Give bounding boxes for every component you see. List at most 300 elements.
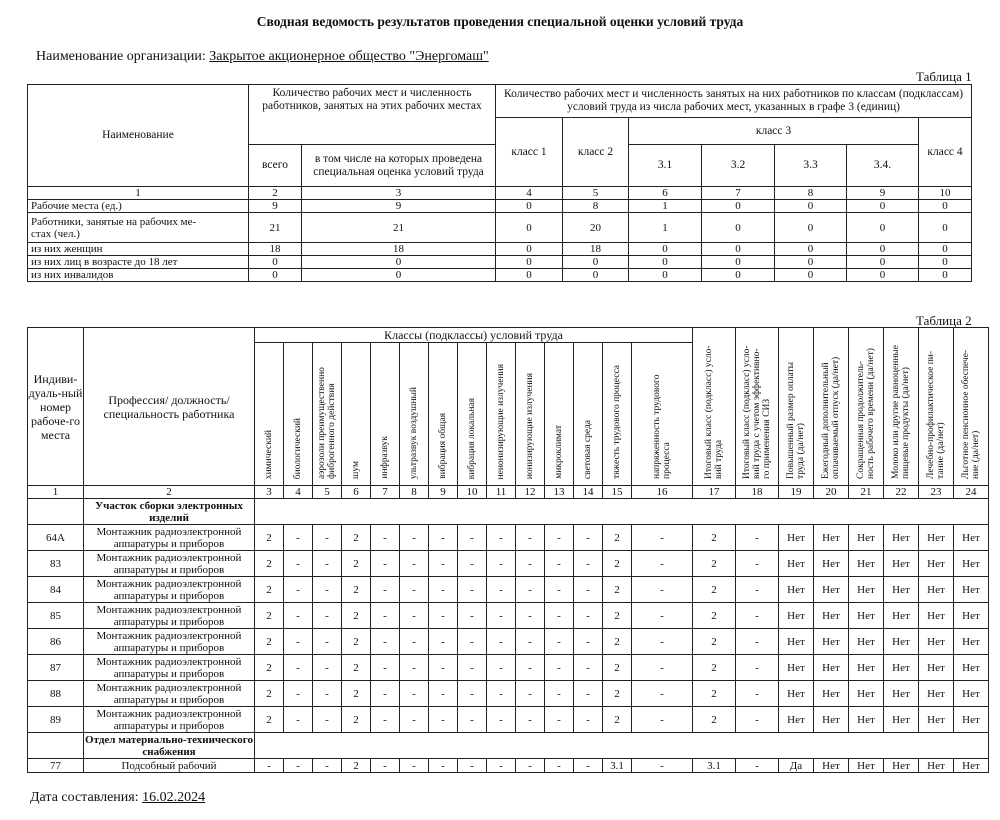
t1-header-3-2: 3.2 bbox=[702, 145, 775, 187]
t2-colnum: 1 bbox=[28, 486, 84, 499]
t2-cell: - bbox=[545, 525, 574, 551]
t2-cell: 2 bbox=[693, 707, 736, 733]
t2-cell: - bbox=[736, 707, 779, 733]
t2-cell: Нет bbox=[884, 577, 919, 603]
t2-cell: 2 bbox=[255, 629, 284, 655]
t2-header-factor bbox=[574, 343, 603, 486]
t2-cell: - bbox=[429, 551, 458, 577]
t2-row bbox=[28, 577, 989, 603]
t2-row bbox=[28, 707, 989, 733]
t1-cell: 20 bbox=[563, 213, 629, 243]
t2-cell: Нет bbox=[849, 759, 884, 773]
t2-cell: - bbox=[400, 707, 429, 733]
t2-header-factor-text: ионизирующие излучения bbox=[525, 372, 535, 479]
t2-row bbox=[28, 629, 989, 655]
t2-workplace-id: 83 bbox=[28, 551, 84, 577]
t2-cell: - bbox=[400, 681, 429, 707]
t2-cell: - bbox=[371, 525, 400, 551]
t2-cell: 3.1 bbox=[603, 759, 632, 773]
t2-cell: - bbox=[487, 655, 516, 681]
t2-cell: - bbox=[545, 707, 574, 733]
t2-profession bbox=[84, 655, 255, 681]
t2-cell: - bbox=[313, 655, 342, 681]
t2-cell: - bbox=[545, 759, 574, 773]
t1-cell: 0 bbox=[496, 243, 563, 256]
t2-colnum: 4 bbox=[284, 486, 313, 499]
t2-cell: - bbox=[736, 655, 779, 681]
t2-cell: 2 bbox=[342, 525, 371, 551]
t2-row bbox=[28, 681, 989, 707]
t2-cell: 2 bbox=[693, 655, 736, 681]
t2-section-title: Участок сборки электронных изделий bbox=[84, 499, 255, 525]
summary-table-1 bbox=[27, 84, 972, 282]
t2-header-factor bbox=[342, 343, 371, 486]
t1-cell: 0 bbox=[775, 200, 847, 213]
t2-cell: Нет bbox=[779, 707, 814, 733]
t2-cell: Нет bbox=[919, 759, 954, 773]
t2-cell: - bbox=[371, 759, 400, 773]
t2-cell: - bbox=[574, 577, 603, 603]
t2-cell: - bbox=[545, 577, 574, 603]
t2-colnum: 23 bbox=[919, 486, 954, 499]
t2-cell: Нет bbox=[954, 655, 989, 681]
t2-cell: 2 bbox=[603, 681, 632, 707]
t2-header-extra-text: Молоко или другие равноценные пищевые продукты (да/нет) bbox=[891, 344, 911, 479]
t2-profession-line2: аппаратуры и приборов bbox=[113, 693, 225, 706]
t2-cell: - bbox=[458, 707, 487, 733]
t2-cell: 2 bbox=[693, 629, 736, 655]
t2-header-extra bbox=[693, 328, 736, 486]
t2-colnum: 20 bbox=[814, 486, 849, 499]
t1-cell: 0 bbox=[847, 243, 919, 256]
t1-cell: 0 bbox=[919, 243, 972, 256]
organization-label: Наименование организации: bbox=[36, 49, 206, 64]
t2-cell: 2 bbox=[342, 551, 371, 577]
t2-cell: - bbox=[545, 655, 574, 681]
t2-cell: - bbox=[313, 707, 342, 733]
t2-profession bbox=[84, 603, 255, 629]
t1-header-name: Наименование bbox=[28, 85, 249, 187]
t2-cell: Нет bbox=[814, 525, 849, 551]
t2-cell: - bbox=[429, 681, 458, 707]
t2-cell: - bbox=[400, 759, 429, 773]
t2-cell: - bbox=[736, 551, 779, 577]
t1-cell: 0 bbox=[919, 269, 972, 282]
t2-cell: 2 bbox=[342, 603, 371, 629]
t2-cell: - bbox=[313, 603, 342, 629]
t1-cell: 0 bbox=[496, 213, 563, 243]
t2-colnum: 8 bbox=[400, 486, 429, 499]
t2-profession-line2: аппаратуры и приборов bbox=[113, 589, 225, 602]
t2-header-extra bbox=[849, 328, 884, 486]
t2-header-factor bbox=[400, 343, 429, 486]
t2-cell: - bbox=[371, 681, 400, 707]
t1-colnum: 5 bbox=[563, 187, 629, 200]
t1-cell: 0 bbox=[249, 256, 302, 269]
t2-cell: - bbox=[632, 603, 693, 629]
t2-header-factor bbox=[516, 343, 545, 486]
t2-cell: 2 bbox=[603, 525, 632, 551]
t1-row-label: из них женщин bbox=[28, 243, 249, 256]
t2-cell: Нет bbox=[919, 629, 954, 655]
t2-row bbox=[28, 525, 989, 551]
t2-cell: 2 bbox=[255, 681, 284, 707]
t2-profession-line1: Монтажник радиоэлектронной bbox=[96, 655, 242, 668]
t2-cell bbox=[28, 499, 84, 525]
t2-profession bbox=[84, 681, 255, 707]
t1-cell: 1 bbox=[629, 200, 702, 213]
t2-cell: - bbox=[516, 707, 545, 733]
t2-cell: 3.1 bbox=[693, 759, 736, 773]
t2-profession-line1: Монтажник радиоэлектронной bbox=[96, 525, 242, 538]
t1-header-total: всего bbox=[249, 145, 302, 187]
t2-cell: - bbox=[736, 577, 779, 603]
t2-cell: - bbox=[458, 759, 487, 773]
t1-row-disabled bbox=[28, 269, 972, 282]
t2-header-factor bbox=[545, 343, 574, 486]
t2-header-factor bbox=[603, 343, 632, 486]
t2-cell: - bbox=[284, 603, 313, 629]
t2-cell: Нет bbox=[779, 525, 814, 551]
t2-row bbox=[28, 759, 989, 773]
t1-cell: 1 bbox=[629, 213, 702, 243]
t2-cell: Нет bbox=[954, 681, 989, 707]
t2-cell: Нет bbox=[814, 603, 849, 629]
t2-header-factor-text: световая среда bbox=[583, 419, 593, 479]
t2-colnum: 19 bbox=[779, 486, 814, 499]
t2-cell: - bbox=[429, 629, 458, 655]
t2-workplace-id: 86 bbox=[28, 629, 84, 655]
t2-cell: - bbox=[516, 603, 545, 629]
t2-cell: 2 bbox=[342, 655, 371, 681]
t2-cell: - bbox=[400, 551, 429, 577]
t2-cell: Нет bbox=[849, 551, 884, 577]
t2-profession-line1: Монтажник радиоэлектронной bbox=[96, 707, 242, 720]
t2-cell: - bbox=[400, 629, 429, 655]
t1-cell: 8 bbox=[563, 200, 629, 213]
t1-cell: 0 bbox=[775, 269, 847, 282]
t2-cell: Нет bbox=[884, 603, 919, 629]
t2-cell: - bbox=[284, 577, 313, 603]
t2-colnum: 11 bbox=[487, 486, 516, 499]
t2-cell: Нет bbox=[814, 655, 849, 681]
t1-header-count: Количество рабочих мест и численность работников, занятых на этих рабочих местах bbox=[249, 85, 496, 145]
t2-colnum: 16 bbox=[632, 486, 693, 499]
t2-cell: 2 bbox=[603, 629, 632, 655]
t2-profession: Подсобный рабочий bbox=[84, 759, 255, 773]
t1-cell: 0 bbox=[702, 200, 775, 213]
t2-header-extra-text: Итоговый класс (подкласс) усло-вий труда с учетом эффективно-го применения СИЗ bbox=[742, 345, 772, 479]
t2-cell: - bbox=[574, 603, 603, 629]
t2-cell: - bbox=[429, 525, 458, 551]
t2-cell: - bbox=[284, 759, 313, 773]
t2-header-factor bbox=[487, 343, 516, 486]
t1-column-numbers bbox=[28, 187, 972, 200]
t1-row-label: Рабочие места (ед.) bbox=[28, 200, 249, 213]
t2-cell: - bbox=[487, 525, 516, 551]
t2-colnum: 3 bbox=[255, 486, 284, 499]
t2-cell: 2 bbox=[255, 603, 284, 629]
t2-cell: - bbox=[371, 577, 400, 603]
t2-cell: - bbox=[255, 759, 284, 773]
t2-cell: Нет bbox=[849, 655, 884, 681]
t1-cell: 0 bbox=[563, 269, 629, 282]
t2-cell: - bbox=[400, 655, 429, 681]
t2-cell: - bbox=[574, 551, 603, 577]
t2-cell: 2 bbox=[603, 707, 632, 733]
t2-cell: Нет bbox=[779, 681, 814, 707]
date-label: Дата составления: bbox=[30, 790, 139, 805]
t2-cell: - bbox=[284, 655, 313, 681]
t2-header-factor-text: шум bbox=[351, 461, 361, 479]
t2-header-factor bbox=[255, 343, 284, 486]
t2-section-row bbox=[28, 733, 989, 759]
t2-cell: - bbox=[429, 759, 458, 773]
t1-row-under18 bbox=[28, 256, 972, 269]
t2-header-extra bbox=[779, 328, 814, 486]
t2-header-factor bbox=[371, 343, 400, 486]
t2-cell: Нет bbox=[779, 551, 814, 577]
t2-workplace-id: 89 bbox=[28, 707, 84, 733]
t2-workplace-id: 87 bbox=[28, 655, 84, 681]
t2-cell: - bbox=[458, 603, 487, 629]
t2-cell: Нет bbox=[919, 707, 954, 733]
t2-colnum: 22 bbox=[884, 486, 919, 499]
t2-header-factor-text: химический bbox=[264, 429, 274, 479]
t2-profession-line2: аппаратуры и приборов bbox=[113, 667, 225, 680]
t2-cell: Нет bbox=[814, 551, 849, 577]
t2-colnum: 9 bbox=[429, 486, 458, 499]
t2-cell: 2 bbox=[603, 603, 632, 629]
t2-cell: Нет bbox=[919, 551, 954, 577]
t2-cell: Нет bbox=[884, 759, 919, 773]
t2-header-extra-text: Лечебно-профилактическое пи-тание (да/нет) bbox=[926, 350, 946, 479]
t2-cell: Нет bbox=[849, 603, 884, 629]
t1-row-label-line1: Работники, занятые на рабочих ме- bbox=[31, 215, 197, 228]
t2-cell: - bbox=[429, 655, 458, 681]
t2-cell: 2 bbox=[342, 681, 371, 707]
t1-header-classes: Количество рабочих мест и численность занятых на них работников по классам (подклассам) условий труда из числа рабочих мест, указанных в графе 3 (единиц) bbox=[496, 85, 972, 118]
t2-cell: Нет bbox=[884, 655, 919, 681]
t2-cell: - bbox=[458, 551, 487, 577]
t2-cell: - bbox=[313, 577, 342, 603]
t2-cell: - bbox=[736, 629, 779, 655]
t2-cell: - bbox=[313, 629, 342, 655]
t2-profession bbox=[84, 707, 255, 733]
t2-cell: Нет bbox=[919, 603, 954, 629]
t2-cell: Да bbox=[779, 759, 814, 773]
t1-cell: 18 bbox=[249, 243, 302, 256]
t2-cell: Нет bbox=[884, 707, 919, 733]
t2-colnum: 18 bbox=[736, 486, 779, 499]
t2-header-factor-text: вибрация локальная bbox=[467, 397, 477, 479]
t1-cell: 0 bbox=[302, 269, 496, 282]
t2-cell: - bbox=[632, 629, 693, 655]
t2-cell: Нет bbox=[779, 655, 814, 681]
t2-cell: Нет bbox=[884, 629, 919, 655]
t2-cell bbox=[255, 733, 989, 759]
t2-cell: 2 bbox=[693, 603, 736, 629]
t1-cell: 18 bbox=[563, 243, 629, 256]
t2-column-numbers bbox=[28, 486, 989, 499]
t2-cell: - bbox=[736, 681, 779, 707]
t1-header-3-4: 3.4. bbox=[847, 145, 919, 187]
t2-cell: - bbox=[632, 577, 693, 603]
t2-cell: Нет bbox=[779, 603, 814, 629]
t2-cell: - bbox=[574, 525, 603, 551]
t2-colnum: 12 bbox=[516, 486, 545, 499]
t2-cell: Нет bbox=[849, 629, 884, 655]
t1-row-label: из них инвалидов bbox=[28, 269, 249, 282]
t2-profession-line2: аппаратуры и приборов bbox=[113, 537, 225, 550]
t2-section-title: Отдел материально-технического снабжения bbox=[85, 733, 253, 758]
t2-colnum: 15 bbox=[603, 486, 632, 499]
t2-cell: - bbox=[371, 655, 400, 681]
t1-cell: 0 bbox=[847, 200, 919, 213]
t2-cell: 2 bbox=[603, 551, 632, 577]
t2-cell: - bbox=[313, 759, 342, 773]
t1-cell: 0 bbox=[775, 213, 847, 243]
t2-cell: Нет bbox=[779, 577, 814, 603]
t2-cell: - bbox=[458, 577, 487, 603]
t2-cell: - bbox=[632, 525, 693, 551]
t2-cell: Нет bbox=[919, 681, 954, 707]
t2-cell: - bbox=[632, 551, 693, 577]
t1-cell: 0 bbox=[847, 256, 919, 269]
t2-workplace-id: 64А bbox=[28, 525, 84, 551]
t2-workplace-id: 85 bbox=[28, 603, 84, 629]
t2-cell: - bbox=[516, 655, 545, 681]
t2-cell: - bbox=[313, 681, 342, 707]
t2-cell: - bbox=[284, 707, 313, 733]
t2-colnum: 13 bbox=[545, 486, 574, 499]
t2-cell: - bbox=[371, 707, 400, 733]
t1-cell: 18 bbox=[302, 243, 496, 256]
t2-cell: - bbox=[545, 681, 574, 707]
t2-cell: - bbox=[487, 629, 516, 655]
t2-header-factor-text: биологический bbox=[293, 417, 303, 479]
t2-cell: - bbox=[516, 551, 545, 577]
t2-profession-line1: Монтажник радиоэлектронной bbox=[96, 603, 242, 616]
t2-cell: - bbox=[632, 759, 693, 773]
t2-header-profession: Профессия/ должность/ специальность работника bbox=[84, 328, 255, 486]
t2-cell: - bbox=[458, 629, 487, 655]
t2-cell: - bbox=[736, 603, 779, 629]
t2-cell: Нет bbox=[779, 629, 814, 655]
t1-colnum: 8 bbox=[775, 187, 847, 200]
t2-cell: - bbox=[458, 655, 487, 681]
t2-cell: 2 bbox=[255, 707, 284, 733]
t1-row-label: из них лиц в возрасте до 18 лет bbox=[28, 256, 249, 269]
t1-cell: 0 bbox=[302, 256, 496, 269]
t2-cell: 2 bbox=[255, 551, 284, 577]
t2-cell: Нет bbox=[919, 577, 954, 603]
t1-cell: 0 bbox=[847, 213, 919, 243]
t2-profession-line2: аппаратуры и приборов bbox=[113, 615, 225, 628]
t2-workplace-id: 88 bbox=[28, 681, 84, 707]
t2-profession-line1: Монтажник радиоэлектронной bbox=[96, 551, 242, 564]
t2-cell: Нет bbox=[814, 759, 849, 773]
t2-cell bbox=[28, 733, 84, 759]
t1-cell: 21 bbox=[302, 213, 496, 243]
t2-cell: - bbox=[632, 655, 693, 681]
t2-cell: Нет bbox=[814, 681, 849, 707]
t1-row-workplaces bbox=[28, 200, 972, 213]
t1-cell: 0 bbox=[496, 269, 563, 282]
t2-cell: Нет bbox=[954, 707, 989, 733]
t2-header-extra-text: Сокращенная продолжитель-ность рабочего времени (да/нет) bbox=[856, 348, 876, 479]
t2-colnum: 14 bbox=[574, 486, 603, 499]
t1-header-3-3: 3.3 bbox=[775, 145, 847, 187]
t1-row-label-line2: стах (чел.) bbox=[31, 227, 80, 240]
table2-label: Таблица 2 bbox=[916, 313, 972, 328]
t2-cell: - bbox=[516, 629, 545, 655]
t2-header-classes: Классы (подклассы) условий труда bbox=[255, 328, 693, 343]
t1-header-3-1: 3.1 bbox=[629, 145, 702, 187]
t2-header-extra bbox=[736, 328, 779, 486]
t2-cell: - bbox=[400, 577, 429, 603]
t1-header-class2: класс 2 bbox=[563, 118, 629, 187]
t2-colnum: 5 bbox=[313, 486, 342, 499]
t2-cell: 2 bbox=[603, 577, 632, 603]
t2-cell bbox=[255, 499, 989, 525]
t1-header-class3: класс 3 bbox=[629, 118, 919, 145]
t1-cell: 0 bbox=[847, 269, 919, 282]
t2-cell: - bbox=[487, 603, 516, 629]
t2-cell: 2 bbox=[693, 551, 736, 577]
t1-cell: 0 bbox=[775, 243, 847, 256]
t2-section-row bbox=[28, 499, 989, 525]
t1-cell: 9 bbox=[302, 200, 496, 213]
t2-cell: Нет bbox=[884, 525, 919, 551]
t2-header-extra bbox=[884, 328, 919, 486]
t2-cell: - bbox=[574, 707, 603, 733]
t2-profession-line2: аппаратуры и приборов bbox=[113, 719, 225, 732]
t2-colnum: 6 bbox=[342, 486, 371, 499]
t2-cell: 2 bbox=[255, 655, 284, 681]
t2-cell: 2 bbox=[693, 681, 736, 707]
t2-cell: - bbox=[516, 681, 545, 707]
t2-profession-line1: Монтажник радиоэлектронной bbox=[96, 629, 242, 642]
t2-cell: - bbox=[736, 525, 779, 551]
t2-colnum: 10 bbox=[458, 486, 487, 499]
t2-cell: - bbox=[284, 629, 313, 655]
t2-colnum: 21 bbox=[849, 486, 884, 499]
t2-cell: - bbox=[313, 525, 342, 551]
t2-cell: - bbox=[516, 577, 545, 603]
t2-cell: - bbox=[429, 577, 458, 603]
t1-cell: 0 bbox=[496, 256, 563, 269]
t2-header-factor-text: тяжесть трудового процесса bbox=[612, 365, 622, 479]
t2-cell: - bbox=[545, 551, 574, 577]
t2-header-factor-text: неионизирующие излучения bbox=[496, 363, 506, 479]
t2-colnum: 7 bbox=[371, 486, 400, 499]
t2-colnum: 24 bbox=[954, 486, 989, 499]
t2-cell: - bbox=[487, 681, 516, 707]
t2-row bbox=[28, 551, 989, 577]
t2-cell: - bbox=[371, 551, 400, 577]
t2-cell: Нет bbox=[814, 629, 849, 655]
t1-colnum: 7 bbox=[702, 187, 775, 200]
date-value: 16.02.2024 bbox=[142, 790, 206, 805]
t2-header-extra-text: Повышенный размер оплаты труда (да/нет) bbox=[786, 361, 806, 479]
t2-header-id: Индиви-дуаль-ный номер рабоче-го места bbox=[28, 328, 84, 486]
t1-cell: 0 bbox=[702, 213, 775, 243]
t2-cell: 2 bbox=[693, 577, 736, 603]
t2-colnum: 2 bbox=[84, 486, 255, 499]
t2-cell: - bbox=[487, 551, 516, 577]
document-title: Сводная ведомость результатов проведения специальной оценки условий труда bbox=[256, 14, 744, 29]
